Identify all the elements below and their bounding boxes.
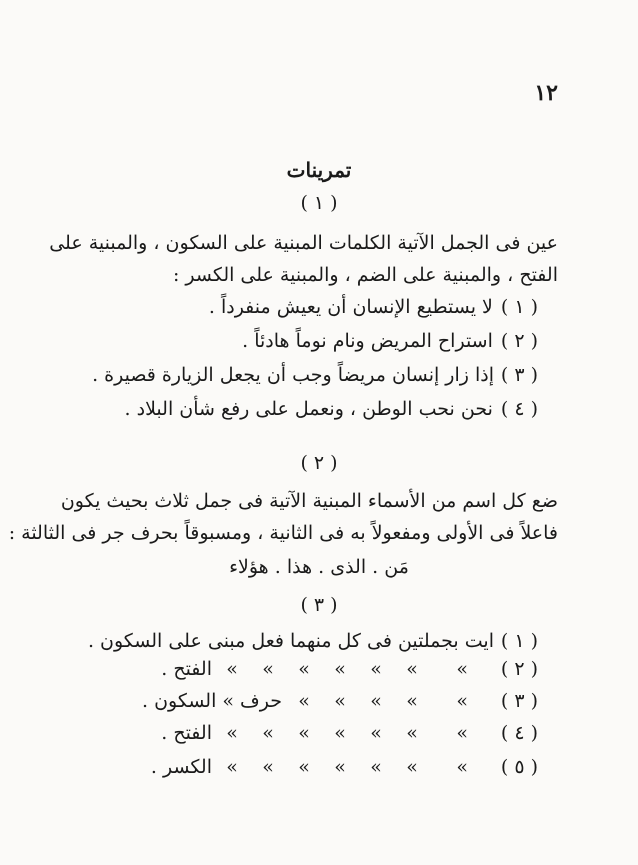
exercise-1-intro-line-2: الفتح ، والمبنية على الضم ، والمبنية على الكسر : — [172, 264, 558, 286]
exercise-3-row — [108, 722, 538, 752]
exercise-2-number: ( ٢ ) — [300, 452, 338, 474]
exercise-3-number: ( ٣ ) — [300, 594, 338, 616]
exercise-3-row — [108, 756, 538, 786]
ditto-mark: » — [334, 722, 346, 744]
ditto-mark: » — [406, 722, 418, 744]
row-number: ( ٥ ) — [500, 756, 538, 778]
exercise-1-intro-line-1: عين فى الجمل الآتية الكلمات المبنية على السكون ، والمبنية على — [49, 232, 558, 254]
ditto-mark: » — [262, 658, 274, 680]
ditto-mark: » — [370, 690, 382, 712]
page-number: ١٢ — [534, 80, 558, 106]
exercise-2-line-2: فاعلاً فى الأولى ومفعولاً به فى الثانية ، ومسبوقاً بحرف جر فى الثالثة : — [8, 522, 558, 544]
item-number: ( ١ ) — [500, 630, 538, 652]
exercise-3-row — [108, 658, 538, 688]
ditto-mark: » — [370, 658, 382, 680]
item-text: نحن نحب الوطن ، ونعمل على رفع شأن البلاد . — [124, 398, 493, 420]
ditto-mark: » — [456, 756, 468, 778]
ditto-mark: » — [262, 756, 274, 778]
ditto-mark: » — [456, 658, 468, 680]
ditto-mark: » — [298, 690, 310, 712]
item-number: ( ٤ ) — [500, 398, 538, 420]
ditto-mark: » — [370, 722, 382, 744]
item-text: إذا زار إنسان مريضاً وجب أن يجعل الزيارة قصيرة . — [92, 364, 494, 386]
item-text: ايت بجملتين فى كل منهما فعل مبنى على السكون . — [87, 630, 494, 652]
exercise-1-item — [92, 360, 538, 390]
exercise-1-item — [120, 292, 538, 322]
row-tail: حرف » السكون . — [142, 690, 282, 712]
ditto-mark: » — [406, 756, 418, 778]
ditto-mark: » — [226, 756, 238, 778]
ditto-mark: » — [334, 756, 346, 778]
exercise-1-item — [120, 394, 538, 424]
ditto-mark: » — [298, 722, 310, 744]
ditto-mark: » — [456, 722, 468, 744]
exercise-2-line-1: ضع كل اسم من الأسماء المبنية الآتية فى جمل ثلاث بحيث يكون — [60, 490, 558, 512]
exercise-3-row — [108, 690, 538, 720]
item-text: لا يستطيع الإنسان أن يعيش منفرداً . — [208, 296, 493, 318]
exercises-heading: تمرينات — [286, 158, 352, 182]
ditto-mark: » — [226, 722, 238, 744]
row-number: ( ٣ ) — [500, 690, 538, 712]
item-number: ( ٢ ) — [500, 330, 538, 352]
ditto-mark: » — [262, 722, 274, 744]
row-tail: الفتح . — [161, 722, 212, 744]
exercise-1-number: ( ١ ) — [300, 192, 338, 214]
ditto-mark: » — [456, 690, 468, 712]
item-number: ( ١ ) — [500, 296, 538, 318]
exercise-2-words: مَن . الذى . هذا . هؤلاء — [229, 556, 409, 578]
ditto-mark: » — [334, 658, 346, 680]
ditto-mark: » — [334, 690, 346, 712]
row-tail: الكسر . — [150, 756, 212, 778]
ditto-mark: » — [370, 756, 382, 778]
item-text: استراح المريض ونام نوماً هادئاً . — [242, 330, 493, 352]
ditto-mark: » — [406, 658, 418, 680]
row-number: ( ٢ ) — [500, 658, 538, 680]
ditto-mark: » — [298, 658, 310, 680]
exercise-1-item — [120, 326, 538, 356]
item-number: ( ٣ ) — [500, 364, 538, 386]
ditto-mark: » — [298, 756, 310, 778]
row-number: ( ٤ ) — [500, 722, 538, 744]
ditto-mark: » — [226, 658, 238, 680]
exercise-3-item — [87, 626, 538, 656]
ditto-mark: » — [406, 690, 418, 712]
row-tail: الفتح . — [161, 658, 212, 680]
